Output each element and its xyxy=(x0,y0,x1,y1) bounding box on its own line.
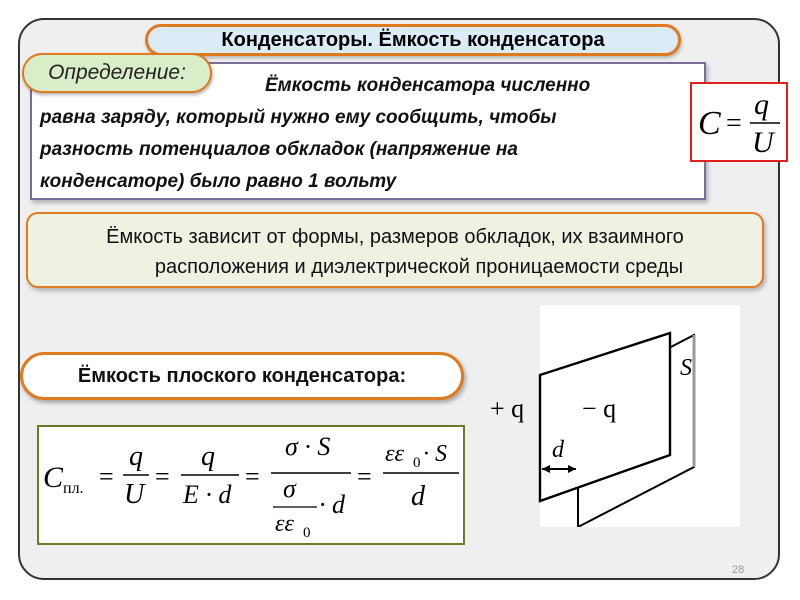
dependency-box xyxy=(26,212,764,288)
label-minus-q: − q xyxy=(582,394,617,423)
page-number: 28 xyxy=(732,564,745,576)
equals-4: = xyxy=(357,462,372,491)
formula-denominator: U xyxy=(752,126,774,159)
formula-numerator: q xyxy=(754,88,769,121)
flat-c-subscript: пл. xyxy=(63,480,84,497)
definition-line-2: равна заряду, который нужно ему сообщить, чтобы xyxy=(40,107,557,128)
frac2-num: q xyxy=(201,441,215,472)
label-plus-q: + q xyxy=(490,394,525,423)
frac2-den: E · d xyxy=(183,480,232,509)
equals-3: = xyxy=(245,462,260,491)
equals-2: = xyxy=(155,462,170,491)
frac4-num-ee: εε xyxy=(385,441,404,467)
flat-c-symbol: C xyxy=(43,461,64,494)
inner-dot-d: · d xyxy=(319,490,345,519)
frac4-num-dot-s: · S xyxy=(423,441,447,467)
definition-tag-text: Определение: xyxy=(48,61,186,84)
definition-line-4: конденсаторе) было равно 1 вольту xyxy=(40,171,397,192)
label-d: d xyxy=(552,437,564,463)
slide-title-text: Конденсаторы. Ёмкость конденсатора xyxy=(221,28,605,51)
flat-capacitor-label-text: Ёмкость плоского конденсатора: xyxy=(77,364,407,387)
inner-zero: 0 xyxy=(303,525,311,541)
frac4-den: d xyxy=(411,481,425,512)
flat-capacitor-formula-box xyxy=(37,425,465,545)
equals-1: = xyxy=(99,462,114,491)
dependency-line-1: Ёмкость зависит от формы, размеров обкладок, их взаимного xyxy=(106,226,684,248)
frac1-den: U xyxy=(124,479,145,510)
frac4-num-zero: 0 xyxy=(413,455,421,471)
label-s: S xyxy=(680,355,692,381)
formula-c-symbol: C xyxy=(698,105,721,142)
capacitance-formula xyxy=(692,84,786,160)
frac3-num: σ · S xyxy=(285,432,331,461)
inner-ee0: εε xyxy=(275,511,294,537)
flat-capacitor-formula xyxy=(39,427,463,543)
slide-title xyxy=(145,24,681,56)
dependency-line-2: расположения и диэлектрической проницаемости среды xyxy=(154,256,684,278)
capacitance-formula-box xyxy=(690,82,788,162)
definition-line-1: Ёмкость конденсатора численно xyxy=(265,75,591,96)
formula-equals: = xyxy=(726,108,742,139)
definition-tag xyxy=(22,53,212,93)
frac1-num: q xyxy=(129,441,143,472)
definition-line-3: разность потенциалов обкладок (напряжение на xyxy=(40,139,518,160)
flat-capacitor-label xyxy=(20,352,464,400)
capacitor-plates xyxy=(482,305,744,527)
capacitor-diagram xyxy=(482,305,744,527)
inner-sigma: σ xyxy=(283,474,296,503)
